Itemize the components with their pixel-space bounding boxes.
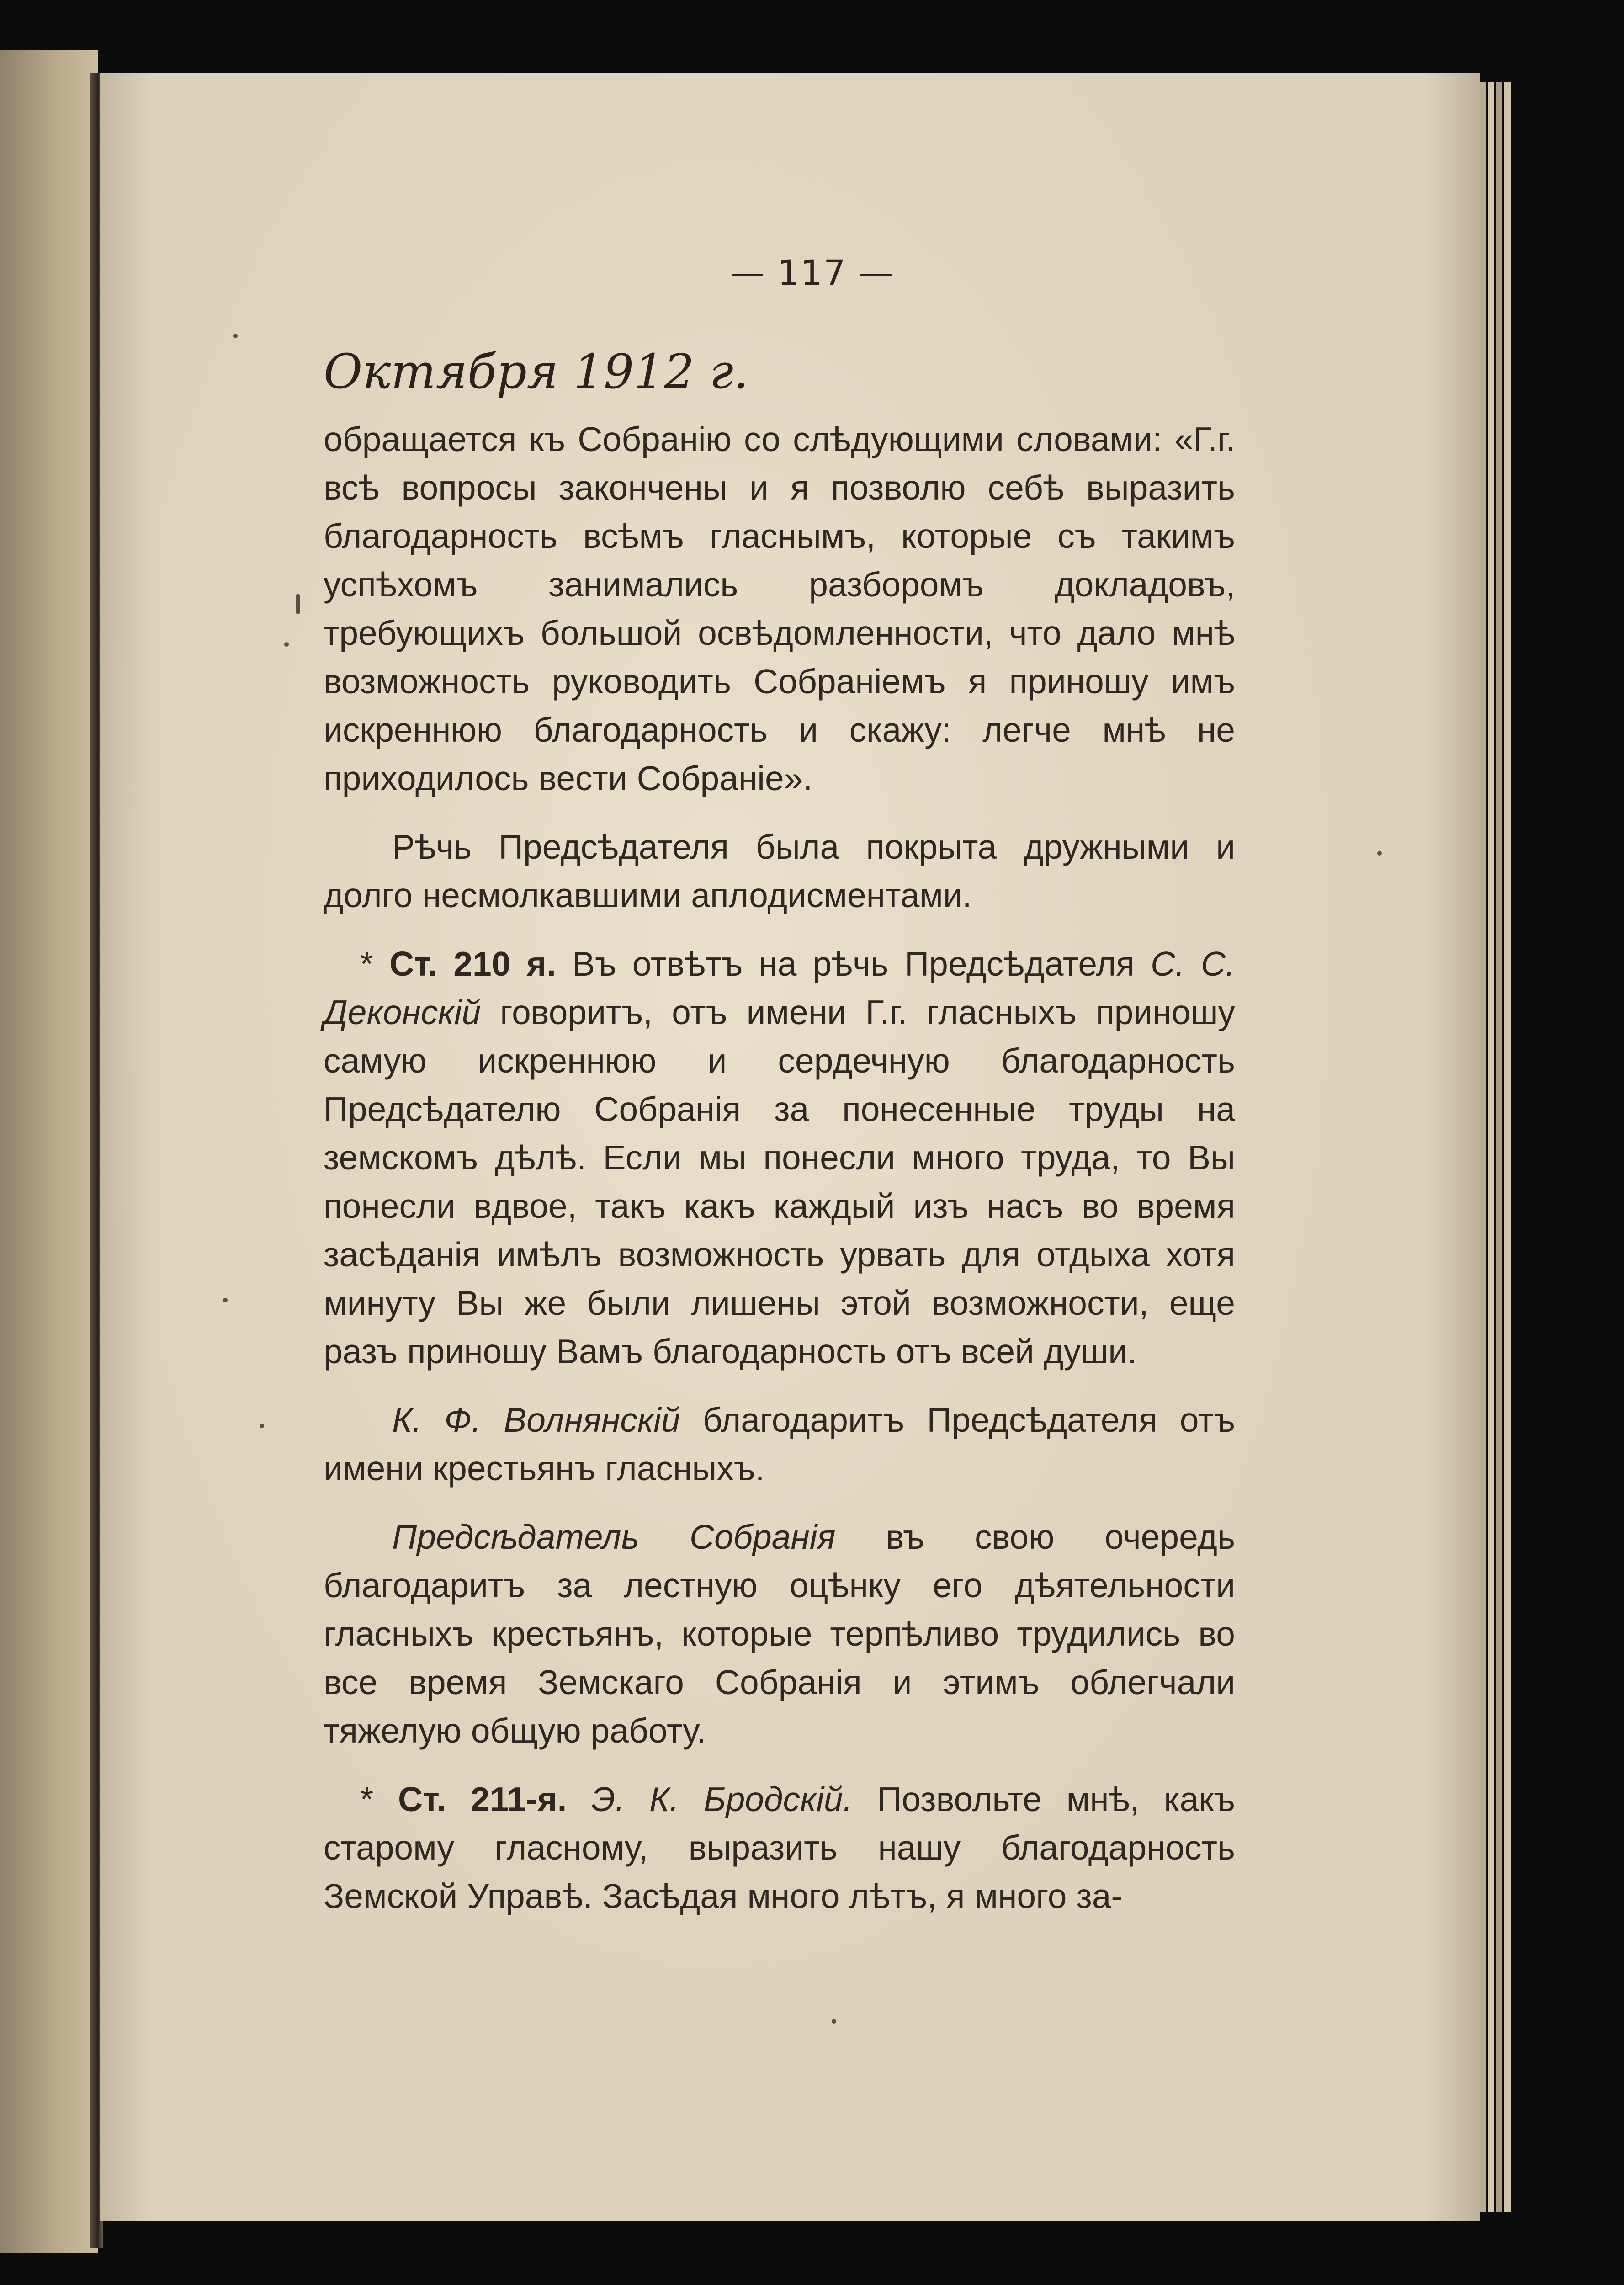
article-marker: * [360, 945, 390, 983]
paragraph-text: Позвольте мнѣ, какъ старому гласному, выразить нашу благодарность Земской Управѣ. Засѣдая много лѣтъ, я много за- [324, 1780, 1236, 1915]
paper-speck [233, 334, 238, 338]
page-number: — 117 — [730, 252, 894, 293]
paragraph-text [567, 1780, 591, 1818]
article-number: Ст. 211-я. [398, 1780, 567, 1818]
article-number: Ст. 210 я. [389, 945, 557, 983]
paper-speck [223, 1298, 228, 1302]
speaker-name: С. С. Деконскій [324, 945, 1235, 1031]
speaker-name: К. Ф. Волнянскій [392, 1401, 680, 1439]
paragraph [324, 940, 1235, 1376]
paragraph-text: говоритъ, отъ имени Г.г. гласныхъ приношу самую искреннюю и сердечную благодарность Предсѣдателю Собранія за понесенные труды на земскомъ дѣлѣ. Если мы понесли много труда, то Вы понесли вдвое, такъ какъ каждый изъ насъ во время засѣданія имѣлъ возможность урвать для отдыха хотя минуту Вы же были лишены этой возможности, еще разъ приношу Вамъ благодарность отъ всей души. [324, 993, 1235, 1371]
paper-speck [1377, 851, 1382, 856]
page-stack [1496, 82, 1502, 2212]
paper-speck [284, 642, 289, 647]
paragraph-text: Рѣчь Предсѣдателя была покрыта дружными и долго несмолкавшими аплодисментами. [324, 828, 1235, 914]
page-stack [1504, 82, 1511, 2212]
paper-speck [296, 594, 300, 614]
page-body [324, 415, 1235, 1920]
paragraph-text: обращается къ Собранію со слѣдующими словами: «Г.г. всѣ вопросы закончены и я позволю себѣ выразить благодарность всѣмъ гласнымъ, которые съ такимъ успѣхомъ занимались разборомъ докладовъ, требующихъ большой освѣдомленности, что дало мнѣ возможность руководить Собраніемъ я приношу имъ искреннюю благодарность и скажу: легче мнѣ не приходилось вести Собраніе». [324, 420, 1235, 797]
page-stack [1488, 82, 1494, 2212]
article-marker: * [360, 1780, 398, 1818]
speaker-name: Э. К. Бродскій. [591, 1780, 853, 1818]
paragraph [324, 823, 1235, 919]
page-stack [1480, 82, 1486, 2212]
paper-speck [832, 2019, 836, 2024]
paper-speck [260, 1424, 264, 1428]
previous-page-edge [0, 50, 98, 2253]
running-head: Октября 1912 г. [324, 344, 749, 399]
paragraph-text: Въ отвѣтъ на рѣчь Предсѣдателя [556, 945, 1151, 983]
paragraph-text: благодаритъ Предсѣдателя отъ имени крестьянъ гласныхъ. [324, 1401, 1235, 1488]
paragraph [324, 1396, 1235, 1493]
paragraph [324, 415, 1235, 802]
paragraph [324, 1775, 1235, 1920]
paragraph [324, 1513, 1235, 1755]
speaker-name: Предсѣдатель Собранія [392, 1518, 836, 1556]
paragraph-text: въ свою очередь благодаритъ за лестную оцѣнку его дѣятельности гласныхъ крестьянъ, которые терпѣливо трудились во все время Земскаго Собранія и этимъ облегчали тяжелую общую работу. [324, 1518, 1235, 1750]
